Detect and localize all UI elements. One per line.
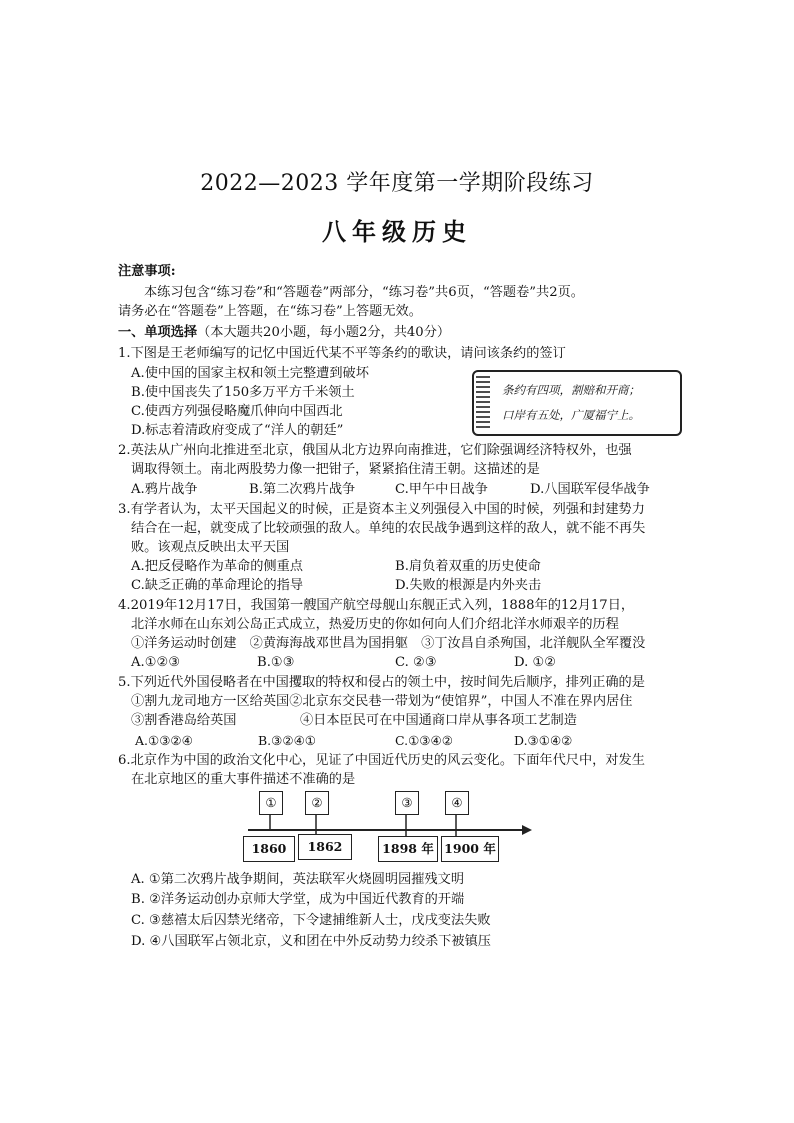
timeline-mark-3: ③ bbox=[395, 791, 419, 815]
q3-option-b[interactable]: B.肩负着双重的历史使命 bbox=[395, 559, 541, 574]
q5-option-a[interactable]: A.①③②④ bbox=[135, 733, 193, 748]
q2-option-d[interactable]: D.八国联军侵华战争 bbox=[530, 482, 650, 497]
q3-stem-2: 结合在一起，就变成了比较顽强的敌人。单纯的农民战争遇到这样的敌人，就不能不再失 bbox=[131, 521, 646, 536]
q5-stem: 5.下列近代外国侵略者在中国攫取的特权和侵占的领土中，按时间先后顺序，排列正确的是 bbox=[118, 675, 645, 690]
q2-option-a[interactable]: A.鸦片战争 bbox=[131, 482, 198, 497]
q5-option-b[interactable]: B.③②④① bbox=[258, 733, 316, 748]
timeline-year-1898: 1898 年 bbox=[378, 836, 438, 862]
q3-option-a[interactable]: A.把反侵略作为革命的侧重点 bbox=[131, 559, 303, 574]
q4-option-d[interactable]: D. ①② bbox=[514, 655, 557, 670]
q4-items: ①洋务运动时创建 ②黄海海战邓世昌为国捐躯 ③丁汝昌自杀殉国，北洋舰队全军覆没 bbox=[131, 636, 646, 651]
q1-option-b[interactable]: B.使中国丧失了150多万平方千米领土 bbox=[131, 385, 355, 400]
notebook-rings bbox=[476, 376, 490, 430]
timeline-year-1900: 1900 年 bbox=[441, 836, 499, 862]
q1-option-d[interactable]: D.标志着清政府变成了“洋人的朝廷” bbox=[131, 423, 344, 438]
q2-option-c[interactable]: C.甲午中日战争 bbox=[395, 482, 488, 497]
section-heading bbox=[118, 323, 450, 343]
q6-stem-2: 在北京地区的重大事件描述不准确的是 bbox=[131, 772, 356, 787]
q1-option-c[interactable]: C.使西方列强侵略魔爪伸向中国西北 bbox=[131, 404, 343, 419]
exam-title: 2022—2023 学年度第一学期阶段练习 bbox=[200, 171, 594, 196]
q3-option-d[interactable]: D.失败的根源是内外夹击 bbox=[395, 578, 542, 593]
q4-option-c[interactable]: C. ②③ bbox=[395, 655, 437, 670]
timeline-mark-4: ④ bbox=[445, 791, 469, 815]
q5-item-3: ③割香港岛给英国 bbox=[131, 713, 237, 728]
exam-subtitle: 八年级历史 bbox=[322, 217, 472, 246]
q2-option-b[interactable]: B.第二次鸦片战争 bbox=[249, 482, 356, 497]
q6-stem-1: 6.北京作为中国的政治文化中心，见证了中国近代历史的风云变化。下面年代尺中，对发生 bbox=[118, 753, 645, 768]
q6-option-a[interactable]: A. ①第二次鸦片战争期间，英法联军火烧圆明园摧残文明 bbox=[131, 872, 465, 887]
q2-stem-2: 调取得领土。南北两股势力像一把钳子，紧紧掐住清王朝。这描述的是 bbox=[131, 462, 540, 477]
q6-option-b[interactable]: B. ②洋务运动创办京师大学堂，成为中国近代教育的开端 bbox=[131, 892, 465, 907]
section-detail: （本大题共20小题，每小题2分，共40分） bbox=[197, 325, 451, 340]
q6-option-d[interactable]: D. ④八国联军占领北京，义和团在中外反动势力绞杀下被镇压 bbox=[131, 934, 491, 949]
q5-option-d[interactable]: D.③①④② bbox=[514, 733, 573, 748]
q6-option-c[interactable]: C. ③慈禧太后囚禁光绪帝，下令逮捕维新人士，戊戌变法失败 bbox=[131, 913, 491, 928]
q4-stem-1: 4.2019年12月17日，我国第一艘国产航空母舰山东舰正式入列，1888年的12月17日， bbox=[118, 598, 635, 613]
notebook-line-1: 条约有四项，割赔和开商； bbox=[502, 383, 640, 397]
section-title: 一、单项选择 bbox=[118, 325, 198, 340]
timeline-year-1860: 1860 bbox=[243, 836, 295, 862]
q5-option-c[interactable]: C.①③④② bbox=[395, 733, 453, 748]
notes-line-2: 请务必在“答题卷”上答题，在“练习卷”上答题无效。 bbox=[118, 304, 422, 319]
timeline-mark-2: ② bbox=[305, 791, 329, 815]
q4-stem-2: 北洋水师在山东刘公岛正式成立，热爱历史的你如何向人们介绍北洋水师艰辛的历程 bbox=[131, 617, 619, 632]
notebook-line-2: 口岸有五处，广厦福宁上。 bbox=[502, 408, 640, 422]
q3-option-c[interactable]: C.缺乏正确的革命理论的指导 bbox=[131, 578, 304, 593]
q1-stem: 1.下图是王老师编写的记忆中国近代某不平等条约的歌诀，请问该条约的签订 bbox=[118, 346, 566, 361]
q5-item-1: ①割九龙司地方一区给英国②北京东交民巷一带划为“使馆界”，中国人不准在界内居住 bbox=[131, 694, 633, 709]
q4-option-a[interactable]: A.①②③ bbox=[131, 655, 181, 670]
q1-option-a[interactable]: A.使中国的国家主权和领土完整遭到破坏 bbox=[131, 366, 369, 381]
q4-option-b[interactable]: B.①③ bbox=[257, 655, 295, 670]
timeline-mark-1: ① bbox=[259, 791, 283, 815]
q3-stem-3: 败。该观点反映出太平天国 bbox=[131, 540, 290, 555]
q2-stem-1: 2.英法从广州向北推进至北京，俄国从北方边界向南推进，它们除强调经济特权外，也强 bbox=[118, 443, 632, 458]
notes-heading: 注意事项: bbox=[118, 264, 176, 279]
mnemonic-notebook bbox=[472, 370, 682, 436]
q5-item-4: ④日本臣民可在中国通商口岸从事各项工艺制造 bbox=[300, 713, 577, 728]
notes-line-1: 本练习包含“练习卷”和“答题卷”两部分，“练习卷”共6页，“答题卷”共2页。 bbox=[144, 285, 584, 300]
timeline-year-1862: 1862 bbox=[298, 834, 352, 860]
q3-stem-1: 3.有学者认为，太平天国起义的时候，正是资本主义列强侵入中国的时候，列强和封建势力 bbox=[118, 502, 645, 517]
